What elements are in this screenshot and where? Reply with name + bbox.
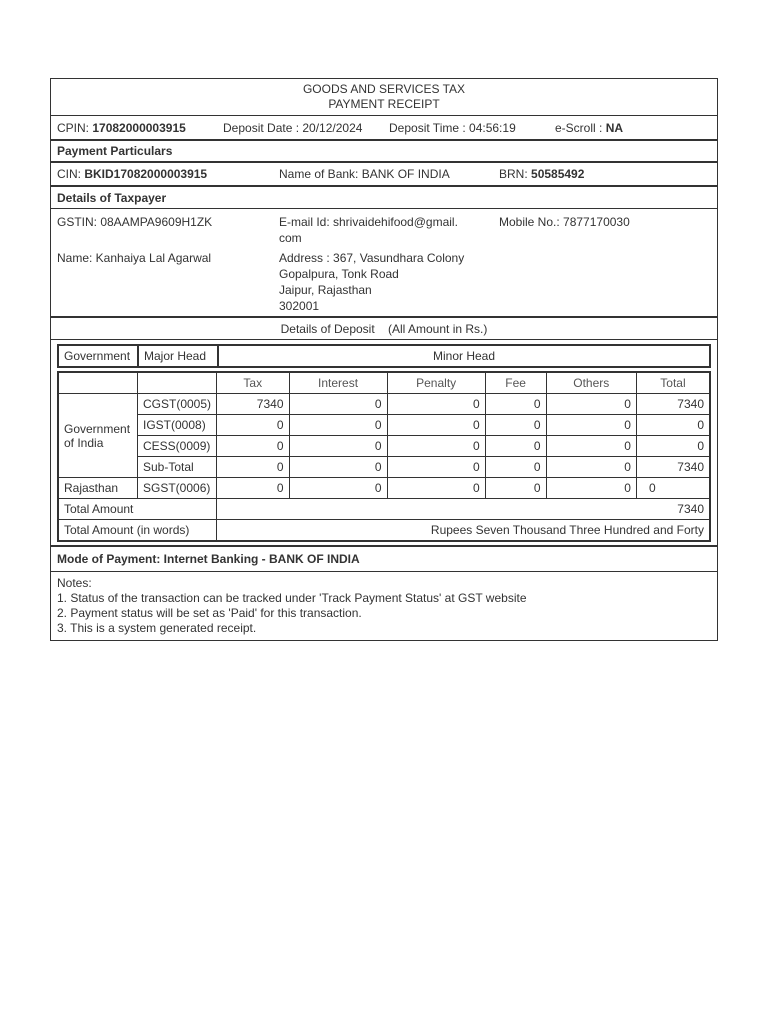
total-words-label: Total Amount (in words) (58, 520, 217, 542)
column-header: Fee (485, 372, 546, 394)
note-item: 3. This is a system generated receipt. (57, 621, 257, 635)
email-line-1: E-mail Id: shrivaidehifood@gmail. (279, 215, 458, 229)
gstin: GSTIN: 08AAMPA9609H1ZK (57, 215, 213, 229)
notes-heading: Notes: (57, 576, 92, 590)
total-words-value: Rupees Seven Thousand Three Hundred and Forty (217, 520, 710, 542)
head-cell: IGST(0008) (138, 415, 217, 436)
address-line-2: Gopalpura, Tonk Road (279, 267, 399, 281)
taxpayer-heading: Details of Taxpayer (51, 187, 717, 209)
subtotal-row (58, 457, 710, 478)
value-cell: 0 (485, 457, 546, 478)
value-cell: 0 (387, 478, 485, 499)
brn-value: 50585492 (531, 167, 585, 181)
address-line-1: Address : 367, Vasundhara Colony (279, 251, 465, 265)
value-cell: 0 (636, 478, 710, 499)
total-amount-value: 7340 (217, 499, 710, 520)
value-cell: 0 (289, 436, 387, 457)
value-cell: 0 (289, 457, 387, 478)
table-header-row (58, 372, 710, 394)
value-cell: 7340 (636, 394, 710, 415)
column-header: Others (546, 372, 636, 394)
taxpayer-details (51, 209, 717, 318)
column-header: Total (636, 372, 710, 394)
deposit-table (57, 371, 711, 542)
major-head-header: Major Head (138, 345, 218, 367)
payment-row (51, 163, 717, 187)
head-cell: SGST(0006) (138, 478, 217, 499)
value-cell: 0 (546, 457, 636, 478)
escroll-value: NA (605, 120, 624, 135)
notes (51, 572, 717, 640)
cin-label: CIN: (57, 167, 81, 181)
taxpayer-name: Name: Kanhaiya Lal Agarwal (57, 251, 212, 265)
value-cell: 0 (387, 415, 485, 436)
value-cell: 0 (387, 394, 485, 415)
payment-receipt (50, 78, 718, 641)
value-cell: 0 (546, 478, 636, 499)
value-cell: 0 (485, 436, 546, 457)
value-cell: 7340 (636, 457, 710, 478)
note-item: 1. Status of the transaction can be tracked under 'Track Payment Status' at GST website (57, 591, 527, 605)
value-cell: 0 (387, 457, 485, 478)
minor-head-header: Minor Head (218, 345, 710, 367)
value-cell: 0 (636, 436, 710, 457)
value-cell: 0 (485, 478, 546, 499)
table-row (58, 436, 710, 457)
head-cell: CESS(0009) (138, 436, 217, 457)
deposit-date: Deposit Date : 20/12/2024 (223, 120, 363, 135)
value-cell: 0 (217, 436, 289, 457)
address-line-4: 302001 (279, 299, 320, 313)
column-header: Interest (289, 372, 387, 394)
value-cell: 0 (217, 457, 289, 478)
value-cell: 0 (289, 478, 387, 499)
government-of-india-cell: Government of India (58, 394, 138, 478)
total-amount-row (58, 499, 710, 520)
value-cell: 0 (546, 436, 636, 457)
mode-of-payment: Mode of Payment: Internet Banking - BANK OF INDIA (51, 546, 717, 572)
bank-name: Name of Bank: BANK OF INDIA (279, 167, 450, 181)
government-header: Government (58, 345, 138, 367)
value-cell: 0 (387, 436, 485, 457)
value-cell: 0 (289, 415, 387, 436)
table-row (58, 478, 710, 499)
address-line-3: Jaipur, Rajasthan (279, 283, 372, 297)
value-cell: 0 (546, 415, 636, 436)
rajasthan-cell: Rajasthan (58, 478, 138, 499)
cpin-label: CPIN: (57, 120, 90, 135)
head-cell: CGST(0005) (138, 394, 217, 415)
table-row (58, 394, 710, 415)
brn-label: BRN: (499, 167, 528, 181)
total-words-row (58, 520, 710, 542)
column-header: Tax (217, 372, 289, 394)
value-cell: 0 (217, 478, 289, 499)
cpin-value: 17082000003915 (92, 120, 186, 135)
value-cell: 0 (636, 415, 710, 436)
value-cell: 0 (217, 415, 289, 436)
cpin-row (51, 116, 717, 141)
value-cell: 7340 (217, 394, 289, 415)
receipt-title (51, 79, 717, 116)
mobile-number: Mobile No.: 7877170030 (499, 215, 630, 229)
value-cell: 0 (485, 415, 546, 436)
total-amount-label: Total Amount (58, 499, 217, 520)
note-item: 2. Payment status will be set as 'Paid' for this transaction. (57, 606, 362, 620)
escroll-label: e-Scroll : (555, 120, 603, 135)
government-head-table (57, 344, 711, 368)
value-cell: 0 (546, 394, 636, 415)
email-line-2: com (279, 231, 302, 245)
cin-value: BKID17082000003915 (84, 167, 208, 181)
payment-particulars-heading: Payment Particulars (51, 141, 717, 163)
column-header: Penalty (387, 372, 485, 394)
value-cell: 0 (485, 394, 546, 415)
deposit-heading: Details of Deposit (All Amount in Rs.) (51, 318, 717, 340)
table-row (58, 415, 710, 436)
deposit-section (51, 344, 717, 546)
title-line-1: GOODS AND SERVICES TAX (302, 82, 466, 96)
subtotal-label: Sub-Total (138, 457, 217, 478)
value-cell: 0 (289, 394, 387, 415)
deposit-time: Deposit Time : 04:56:19 (389, 120, 516, 135)
title-line-2: PAYMENT RECEIPT (328, 97, 440, 111)
